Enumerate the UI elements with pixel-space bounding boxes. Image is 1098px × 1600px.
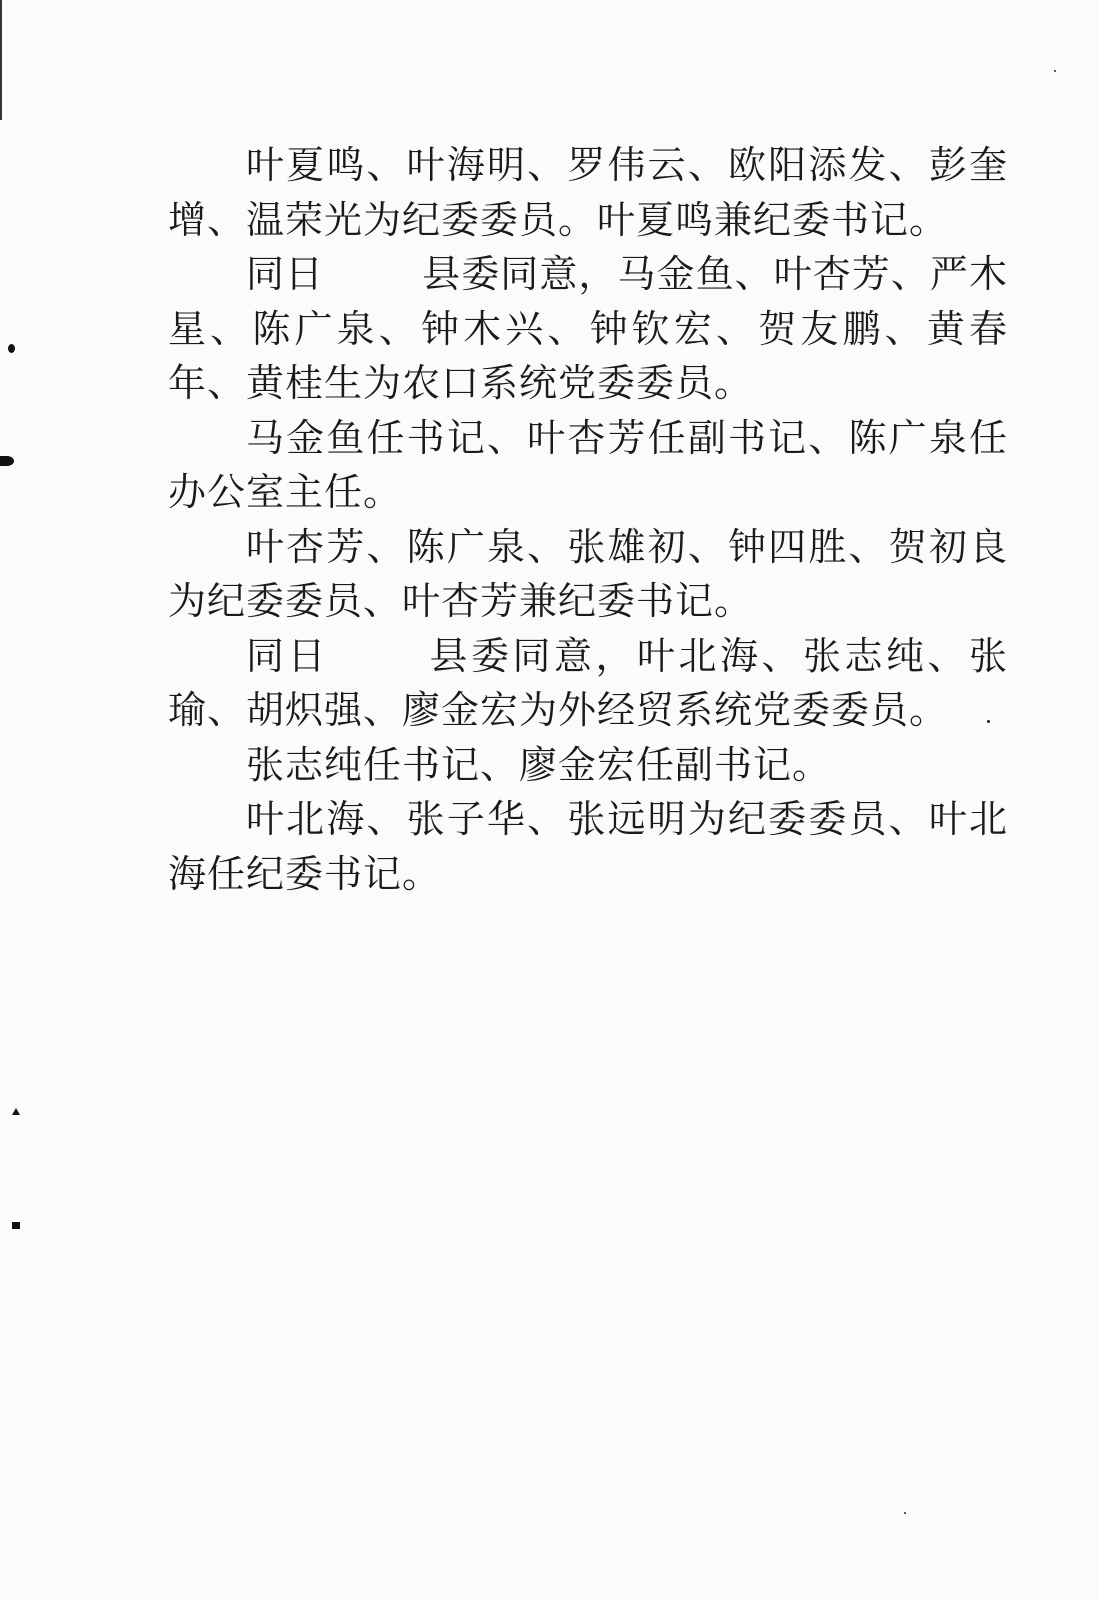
paragraph-text: 张志纯任书记、廖金宏任副书记。 [246,742,832,787]
document-body [168,138,1008,901]
paragraph-6 [168,738,1008,793]
scan-edge-line [0,0,2,120]
paragraph-3 [168,411,1008,520]
paragraph-5 [168,629,1008,738]
paragraph-text: 县委同意，叶北海、张志纯、张瑜、胡炽强、廖金宏为外经贸系统党委委员。 [168,633,1008,732]
scan-artifact [12,1108,20,1115]
scan-artifact [904,1512,906,1514]
paragraph-text: 县委同意，马金鱼、叶杏芳、严木星、陈广泉、钟木兴、钟钦宏、贺友鹏、黄春年、黄桂生为农口系统党委委员。 [168,252,1008,405]
paragraph-text: 叶杏芳、陈广泉、张雄初、钟四胜、贺初良为纪委委员、叶杏芳兼纪委书记。 [168,524,1008,623]
scan-artifact [1054,70,1056,72]
paragraph-4 [168,520,1008,629]
scan-artifact [8,344,15,353]
scan-artifact [987,720,990,723]
paragraph-1 [168,138,1008,247]
paragraph-text: 叶北海、张子华、张远明为纪委委员、叶北海任纪委书记。 [168,797,1008,896]
paragraph-text: 马金鱼任书记、叶杏芳任副书记、陈广泉任办公室主任。 [168,415,1008,514]
paragraph-2 [168,247,1008,411]
scan-artifact [12,1222,20,1229]
paragraph-date: 同日 [246,633,329,678]
paragraph-date: 同日 [246,252,325,296]
paragraph-7 [168,792,1008,901]
paragraph-text: 叶夏鸣、叶海明、罗伟云、欧阳添发、彭奎增、温荣光为纪委委员。叶夏鸣兼纪委书记。 [168,143,1008,242]
scan-artifact [0,456,14,466]
